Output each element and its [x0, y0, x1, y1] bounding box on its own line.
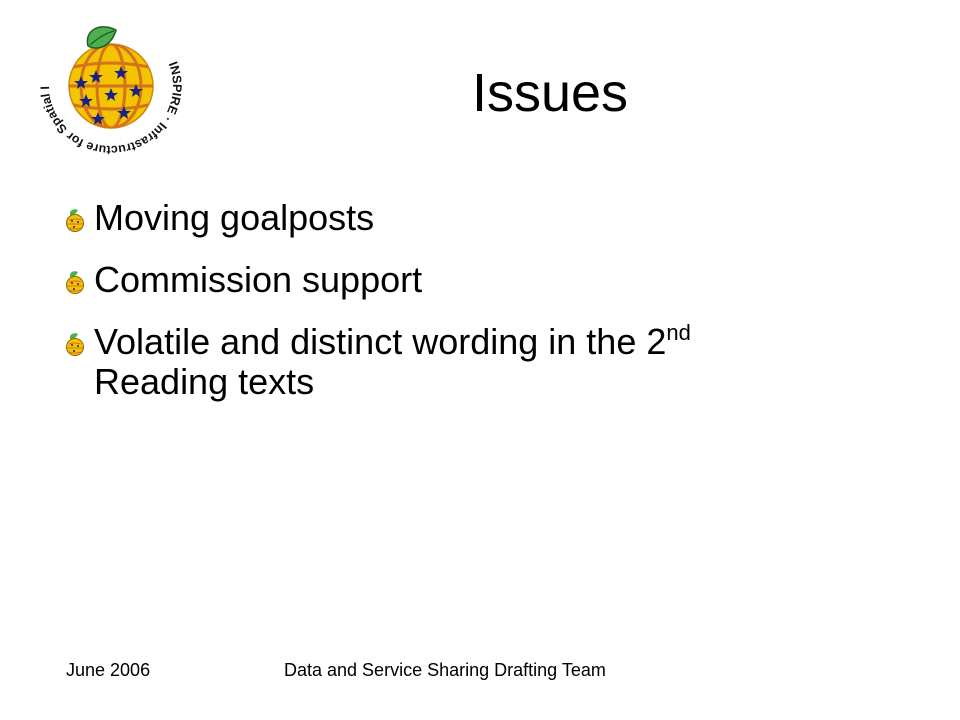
bullet-item: [64, 260, 924, 300]
bullet-item: [64, 198, 924, 238]
logo-ring-text: INSPIRE · Infrastructure for Spatial I: [37, 59, 185, 156]
globe-bullet-icon: [64, 270, 86, 296]
footer-date: June 2006: [66, 660, 151, 680]
inspire-logo: [36, 16, 186, 156]
inspire-logo-icon: [36, 16, 186, 156]
bullet-superscript: nd: [666, 320, 691, 345]
bullet-text: Moving goalposts: [94, 197, 375, 238]
bullet-text-continuation: Reading texts: [94, 361, 315, 402]
bullet-item: [64, 322, 924, 402]
globe-bullet-icon: [64, 208, 86, 234]
slide-title: Issues: [471, 63, 629, 123]
bullet-text: Commission support: [94, 259, 423, 300]
bullet-text: Volatile and distinct wording in the 2: [94, 321, 667, 362]
bullet-list: [64, 198, 924, 424]
globe-bullet-icon: [64, 332, 86, 358]
footer-team: Data and Service Sharing Drafting Team: [284, 660, 606, 680]
